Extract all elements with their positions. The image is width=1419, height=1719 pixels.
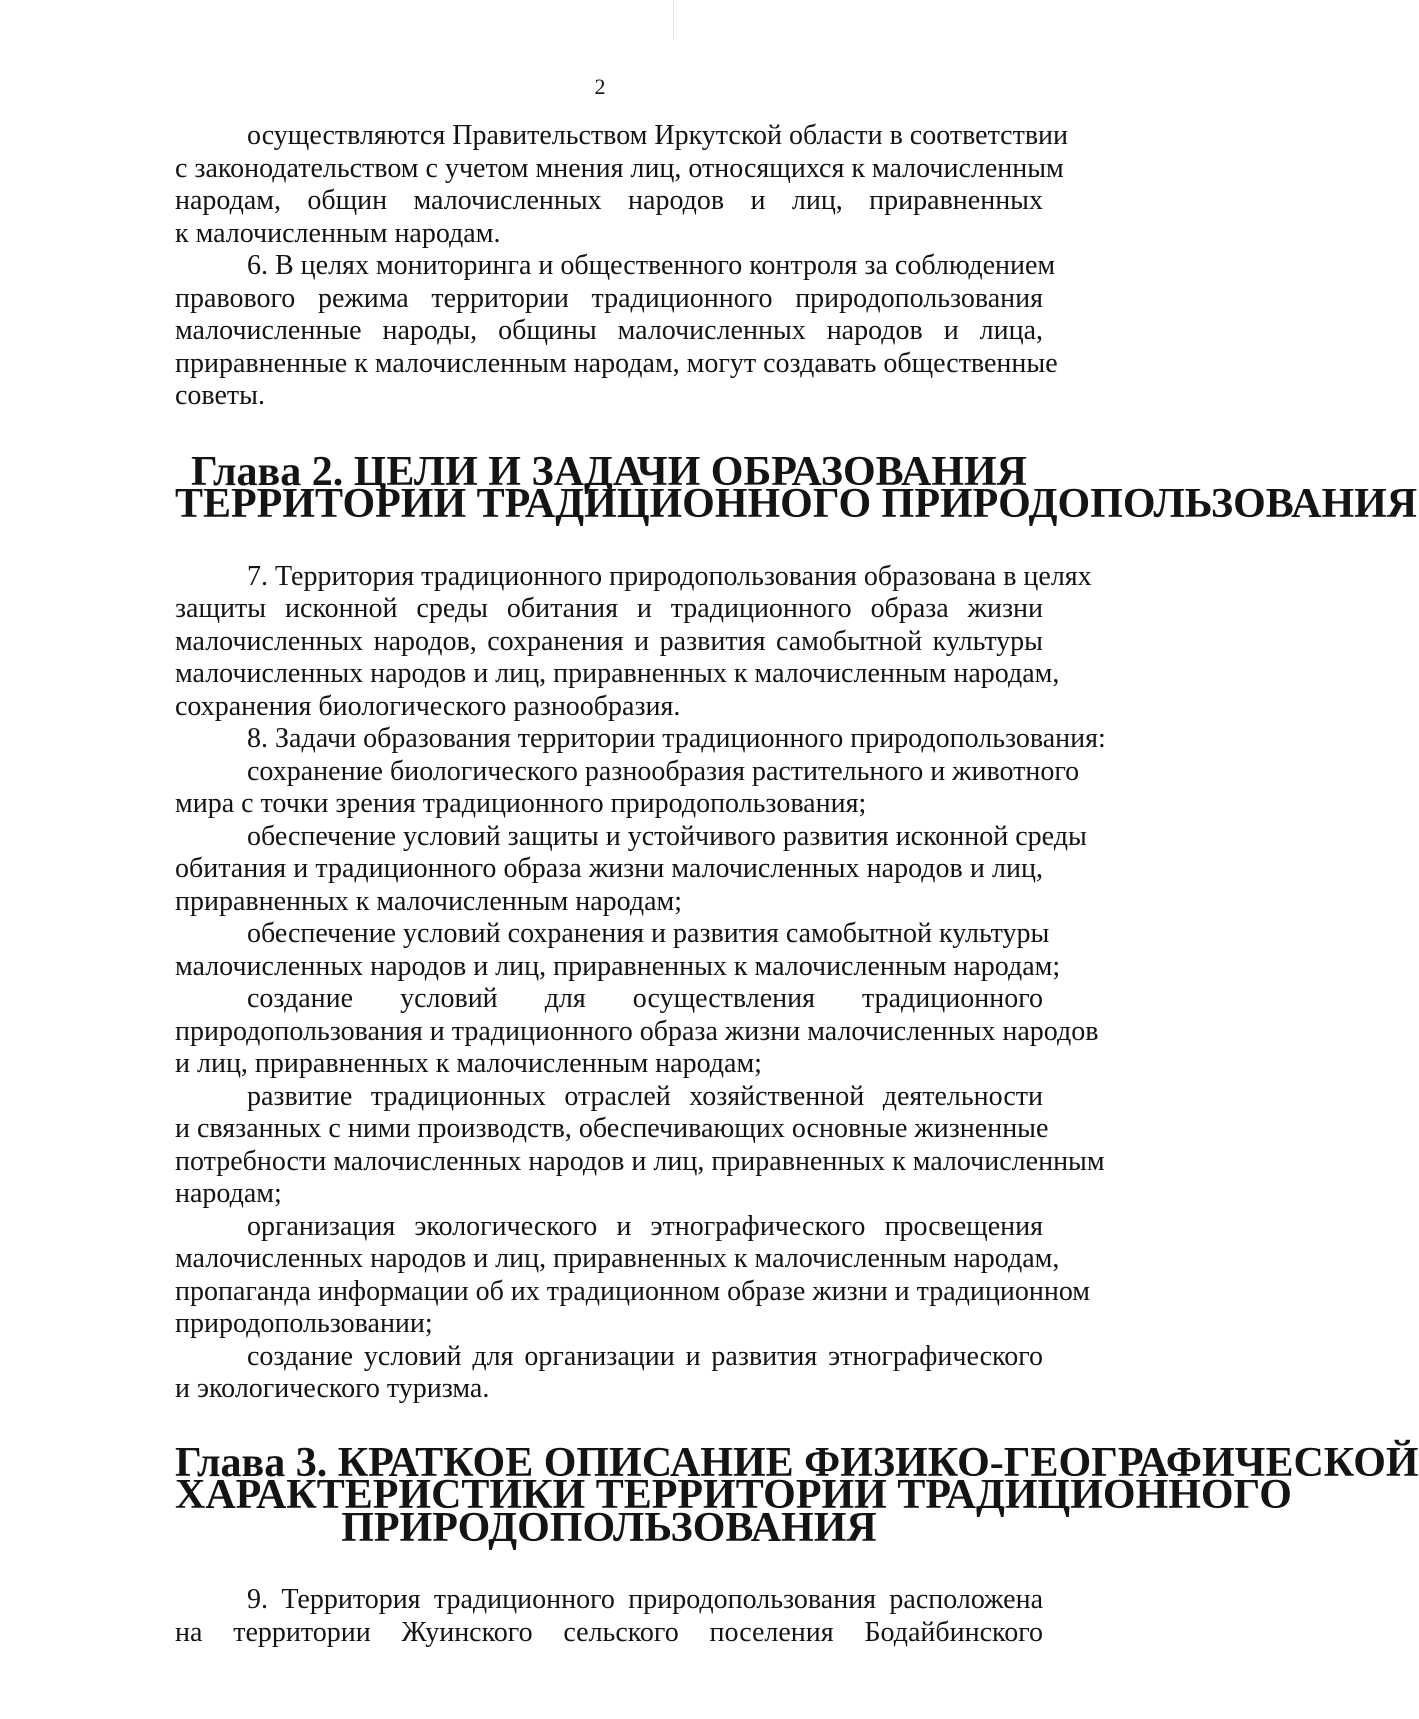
paragraph-line: создание условий для организации и развития этнографического [247,1340,1043,1372]
paragraphs-before-chapter-2 [175,120,1069,413]
heading-line: ХАРАКТЕРИСТИКИ ТЕРРИТОРИИ ТРАДИЦИОННОГО [175,1472,1292,1518]
chapter-3-paragraphs [175,1584,1043,1649]
paragraph-line: 7. Территория традиционного природопользования образована в целях [247,560,1092,592]
document-body [175,120,1419,1649]
paragraph [175,1210,1091,1341]
paragraph [175,120,1069,250]
chapter-3-heading [175,1439,1419,1551]
paragraph-line: правового режима территории традиционного природопользования [175,282,1043,314]
paragraph-line: к малочисленным народам. [175,217,501,249]
chapter-2-paragraphs [175,560,1106,1406]
paragraph-line: 6. В целях мониторинга и общественного контроля за соблюдением [247,250,1056,281]
chapter-2-heading [175,448,1418,527]
paragraph-line: 8. Задачи образования территории традиционного природопользования: [247,723,1106,754]
paragraph-line: осуществляются Правительством Иркутской области в соответствии [247,120,1069,151]
paragraph-line: малочисленных народов и лиц, приравненных к малочисленным народам, [175,1243,1060,1274]
paragraph-line: приравненных к малочисленным народам; [175,885,683,917]
paragraph-line: народам, общин малочисленных народов и лиц, приравненных [175,185,1043,216]
paragraph-line: потребности малочисленных народов и лиц, приравненных к малочисленным [175,1145,1105,1177]
paragraph-line: и лиц, приравненных к малочисленным народам; [175,1048,762,1079]
paragraph-line: обитания и традиционного образа жизни малочисленных народов и лиц, [175,853,1043,884]
paragraph [175,560,1092,724]
paragraph-line: природопользовании; [175,1308,433,1339]
scan-artifact-line [673,0,674,40]
paragraph-line: малочисленных народов, сохранения и развития самобытной культуры [175,625,1043,657]
paragraph [175,250,1058,413]
paragraph-line: организация экологического и этнографического просвещения [247,1210,1043,1242]
paragraph-line: сохранения биологического разнообразия. [175,690,681,722]
paragraph-line: с законодательством с учетом мнения лиц, относящихся к малочисленным [175,152,1064,184]
paragraph-line: и связанных с ними производств, обеспечивающих основные жизненные [175,1113,1049,1144]
paragraph-line: мира с точки зрения традиционного природопользования; [175,788,867,819]
paragraph-line: приравненные к малочисленным народам, могут создавать общественные [175,347,1058,379]
paragraph [175,918,1061,983]
paragraph-line: природопользования и традиционного образа жизни малочисленных народов [175,1015,1099,1047]
heading-line: Глава 3. КРАТКОЕ ОПИСАНИЕ ФИЗИКО-ГЕОГРАФИЧЕСКОЙ [175,1439,1419,1486]
paragraph-line: 9. Территория традиционного природопользования расположена [247,1584,1043,1615]
paragraph-line: малочисленных народов и лиц, приравненных к малочисленным народам, [175,658,1060,689]
paragraph-line: малочисленные народы, общины малочисленных народов и лица, [175,315,1043,346]
paragraph-line: малочисленных народов и лиц, приравненных к малочисленным народам; [175,950,1061,982]
paragraph [175,723,1106,756]
paragraph-line: и экологического туризма. [175,1373,490,1404]
page-number: 2 [594,74,606,99]
paragraph-line: советы. [175,380,265,411]
heading-line: ТЕРРИТОРИИ ТРАДИЦИОННОГО ПРИРОДОПОЛЬЗОВАНИЯ [175,481,1418,527]
paragraph-line: защиты исконной среды обитания и традиционного образа жизни [175,593,1043,624]
paragraph [175,755,1080,821]
paragraph [175,1584,1043,1649]
heading-line: ПРИРОДОПОЛЬЗОВАНИЯ [341,1504,877,1551]
paragraph-line: обеспечение условий защиты и устойчивого развития исконной среды [247,820,1087,852]
paragraph [175,983,1099,1081]
paragraph [175,1080,1105,1211]
heading-line: Глава 2. ЦЕЛИ И ЗАДАЧИ ОБРАЗОВАНИЯ [190,448,1028,495]
paragraph-line: сохранение биологического разнообразия растительного и животного [247,755,1080,787]
paragraph-line: на территории Жуинского сельского поселения Бодайбинского [175,1616,1043,1648]
paragraph-line: народам; [175,1178,282,1209]
paragraph-line: создание условий для осуществления традиционного [247,983,1043,1014]
paragraph [175,1341,1043,1406]
paragraph [175,820,1087,919]
paragraph-line: обеспечение условий сохранения и развития самобытной культуры [247,918,1050,949]
paragraph-line: пропаганда информации об их традиционном образе жизни и традиционном [175,1275,1091,1307]
paragraph-line: развитие традиционных отраслей хозяйственной деятельности [247,1080,1043,1112]
